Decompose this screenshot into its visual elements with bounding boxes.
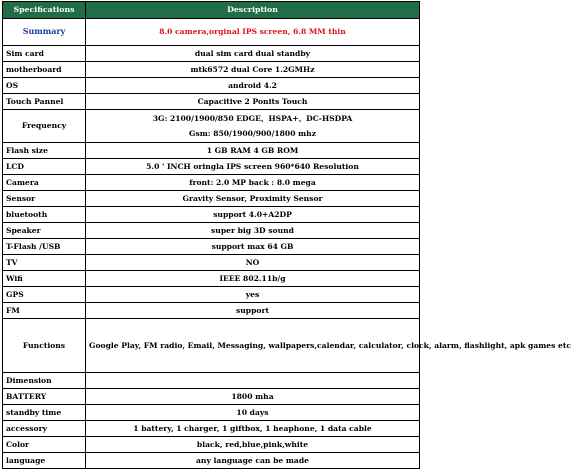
spec-label: motherboard <box>3 62 86 78</box>
spec-label: Color <box>3 437 86 453</box>
table-row <box>3 46 420 62</box>
table-row <box>3 421 420 437</box>
table-row <box>3 143 420 159</box>
spec-label: Summary <box>3 19 86 46</box>
spec-value: NO <box>86 255 420 271</box>
frequency-gsm: Gsm: 850/1900/900/1800 mhz <box>188 129 317 138</box>
spec-label: standby time <box>3 405 86 421</box>
spec-value: Google Play, FM radio, Email, Messaging, wallpapers,calendar, calculator, clock, alarm, flashlight, apk games etc <box>86 319 420 373</box>
table-row <box>3 78 420 94</box>
table-row <box>3 271 420 287</box>
spec-value: IEEE 802.11b/g <box>86 271 420 287</box>
spec-value: mtk6572 dual Core 1.2GMHz <box>86 62 420 78</box>
header-description: Description <box>86 2 420 19</box>
spec-value: support max 64 GB <box>86 239 420 255</box>
spec-value <box>86 110 420 143</box>
spec-value: 1800 mha <box>86 389 420 405</box>
spec-value: any language can be made <box>86 453 420 469</box>
spec-value: dual sim card dual standby <box>86 46 420 62</box>
spec-label: LCD <box>3 159 86 175</box>
spec-label: Sensor <box>3 191 86 207</box>
spec-label: TV <box>3 255 86 271</box>
spec-value: Gravity Sensor, Proximity Sensor <box>86 191 420 207</box>
spec-label: T-Flash /USB <box>3 239 86 255</box>
table-row <box>3 405 420 421</box>
spec-label: BATTERY <box>3 389 86 405</box>
spec-value: yes <box>86 287 420 303</box>
table-row <box>3 159 420 175</box>
spec-label: OS <box>3 78 86 94</box>
spec-label: accessory <box>3 421 86 437</box>
table-row <box>3 287 420 303</box>
spec-label: FM <box>3 303 86 319</box>
spec-value: 8.0 camera,orginal IPS screen, 6.8 MM thin <box>86 19 420 46</box>
spec-label: Frequency <box>3 110 86 143</box>
spec-label: Dimension <box>3 373 86 389</box>
spec-value: Capacitive 2 Ponits Touch <box>86 94 420 110</box>
table-row-frequency <box>3 110 420 143</box>
spec-value: super big 3D sound <box>86 223 420 239</box>
table-row <box>3 175 420 191</box>
spec-value: front: 2.0 MP back : 8.0 mega <box>86 175 420 191</box>
spec-value: support 4.0+A2DP <box>86 207 420 223</box>
spec-value: 1 GB RAM 4 GB ROM <box>86 143 420 159</box>
table-row-functions <box>3 319 420 373</box>
spec-value: android 4.2 <box>86 78 420 94</box>
spec-label: Wifi <box>3 271 86 287</box>
table-row <box>3 437 420 453</box>
header-specifications: Specifications <box>3 2 86 19</box>
table-row <box>3 239 420 255</box>
spec-value: 5.0 ' INCH oringla IPS screen 960*640 Resolution <box>86 159 420 175</box>
spec-label: Sim card <box>3 46 86 62</box>
spec-label: bluetooth <box>3 207 86 223</box>
table-row <box>3 94 420 110</box>
spec-label: language <box>3 453 86 469</box>
spec-value: 10 days <box>86 405 420 421</box>
table-row <box>3 223 420 239</box>
table-row <box>3 191 420 207</box>
spec-label: Camera <box>3 175 86 191</box>
spec-label: Touch Pannel <box>3 94 86 110</box>
spec-value: 1 battery, 1 charger, 1 giftbox, 1 heaphone, 1 data cable <box>86 421 420 437</box>
spec-label: Flash size <box>3 143 86 159</box>
spec-label: Speaker <box>3 223 86 239</box>
table-header-row <box>3 2 420 19</box>
table-row <box>3 453 420 469</box>
frequency-3g: 3G: 2100/1900/850 EDGE、HSPA+、DC-HSDPA <box>152 113 353 123</box>
spec-value <box>86 373 420 389</box>
table-row <box>3 389 420 405</box>
spec-label: Functions <box>3 319 86 373</box>
table-row <box>3 303 420 319</box>
spec-value: support <box>86 303 420 319</box>
table-row <box>3 207 420 223</box>
specifications-table <box>2 1 571 469</box>
table-row-summary <box>3 19 420 46</box>
table-row <box>3 373 420 389</box>
table-row <box>3 62 420 78</box>
table-row <box>3 255 420 271</box>
spec-value: black, red,blue,pink,white <box>86 437 420 453</box>
spec-label: GPS <box>3 287 86 303</box>
